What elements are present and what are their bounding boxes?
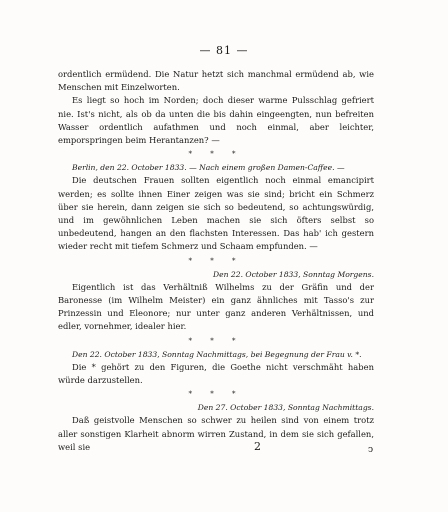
paragraph: ordentlich ermüdend. Die Natur hetzt sich manchmal ermüdend ab, wie Menschen mit Einzelworten. (58, 69, 374, 93)
paragraph: Eigentlich ist das Verhältniß Wilhelms zu der Gräfin und der Baronesse (im Wilhelm Meister) ein ganz ähnliches mit Tasso's zur Prinzessin und Eleonore; nur unter ganz anderen Verhältnissen, und edler, vornehmer, idealer hier. (58, 281, 374, 332)
entry-heading: Den 22. October 1833, Sonntag Nachmittags, bei Begegnung der Frau v. *. (72, 349, 362, 359)
entry-heading: Den 22. October 1833, Sonntag Morgens. (213, 269, 374, 279)
section-separator: * * * (188, 256, 244, 265)
paragraph: Die deutschen Frauen sollten eigentlich noch einmal emancipirt werden; es sollte ihnen Einer zeigen was sie sind; bricht ein Schmerz über sie herein, dann zeigen sie sich so bedeutend, so achtungswürdig, und im gewöhnlichen Leben machen sie sich öfters selbst so unbedeutend, hangen an den flachsten Interessen. Das hab' ich gestern wieder recht mit tiefem Schmerz und Schaam empfunden. — (58, 175, 374, 252)
paragraph: Daß geistvolle Menschen so schwer zu heilen sind von einem trotz aller sonstigen Klarheit abnorm wirren Zustand, in dem sie sich gefallen, weil sie (58, 415, 374, 452)
section-separator: * * * (188, 336, 244, 345)
section-separator: * * * (188, 150, 244, 159)
signature-mark: 2 (254, 440, 261, 453)
page-number: — 81 — (199, 44, 249, 57)
entry-heading: Berlin, den 22. October 1833. — Nach einem großen Damen-Caffee. — (72, 163, 345, 173)
margin-mark: ↄ (368, 445, 374, 455)
paragraph: Es liegt so hoch im Norden; doch dieser warme Pulsschlag gefriert nie. Ist's nicht, als ob da unten die bis dahin eingeengten, nun befreiten Wasser ordentlich aufathmen und noch einmal, aber leichter, emporspringen beim Herantanzen? — (58, 95, 374, 146)
page-body (58, 68, 374, 454)
entry-heading: Den 27. October 1833, Sonntag Nachmittags. (197, 403, 374, 413)
paragraph: Die * gehört zu den Figuren, die Goethe nicht verschmäht haben würde darzustellen. (58, 361, 374, 386)
section-separator: * * * (188, 390, 244, 399)
